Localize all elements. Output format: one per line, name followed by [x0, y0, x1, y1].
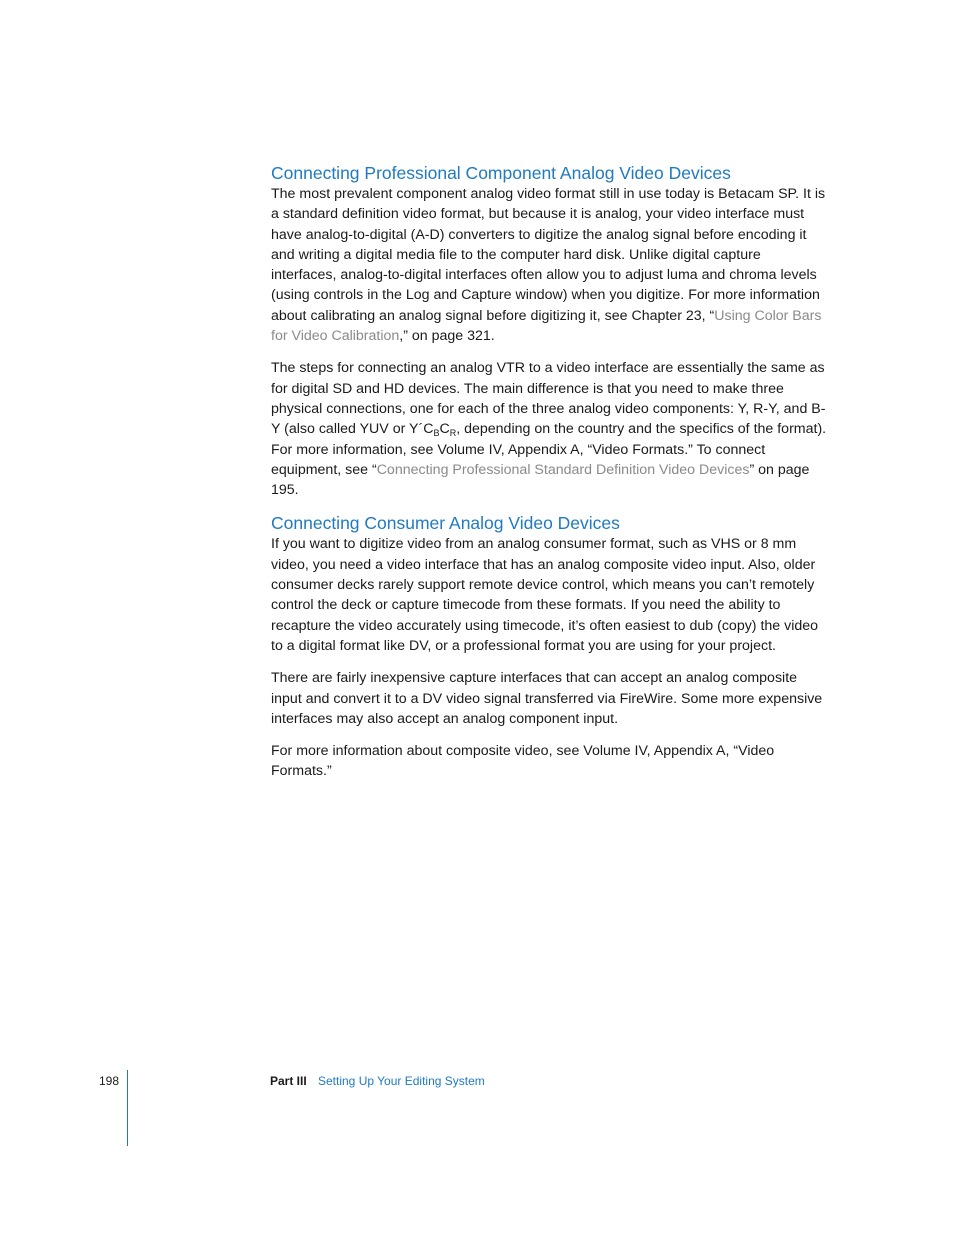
part-title: Setting Up Your Editing System — [318, 1074, 485, 1088]
paragraph-text: , depending on the country and the specifics of the format). For more information, see Volume IV, Appendix A, “Video Formats.” To connect equipment, see “ — [271, 421, 827, 478]
paragraph-text: C — [439, 421, 450, 438]
body-paragraph: There are fairly inexpensive capture interfaces that can accept an analog composite input and convert it to a DV video signal transferred via FireWire. Some more expensive interfaces may also accept an analog component input. — [271, 670, 823, 727]
paragraph-text: The most prevalent component analog video format still in use today is Betacam SP. It is a standard definition video format, but because it is analog, your video interface must have analog-to-digital (A-D) converters to digitize the analog signal before encoding it and writing a digital media file to the computer hard disk. Unlike digital capture interfaces, analog-to-digital interfaces often allow you to adjust luma and chroma levels (using controls in the Log and Capture window) when you digitize. For more information about calibrating an analog signal before digitizing it, see Chapter 23, “ — [271, 186, 826, 324]
page-content — [271, 162, 827, 782]
body-paragraph: For more information about composite video, see Volume IV, Appendix A, “Video Formats.” — [271, 743, 775, 780]
section-heading: Connecting Professional Component Analog Video Devices — [271, 163, 731, 183]
section-consumer-analog — [271, 512, 827, 781]
page-number: 198 — [99, 1074, 120, 1088]
paragraph-text: ” on page 195. — [271, 461, 810, 499]
page-footer — [0, 1072, 954, 1102]
subscript: R — [449, 428, 457, 439]
section-component-analog — [271, 162, 827, 500]
body-paragraph: If you want to digitize video from an analog consumer format, such as VHS or 8 mm video, you need a video interface that has an analog composite video input. Also, older consumer decks rarely support remote device control, which means you can’t remotely control the deck or capture timecode from these formats. If you need the ability to recapture the video accurately using timecode, it’s often easiest to dub (copy) the video to a digital format like DV, or a professional format you are using for your project. — [271, 536, 819, 654]
section-heading: Connecting Consumer Analog Video Devices — [271, 513, 620, 534]
cross-reference-link[interactable]: Using Color Bars for Video Calibration — [271, 307, 822, 345]
part-label: Part III — [270, 1074, 307, 1088]
body-paragraph — [271, 184, 827, 346]
cross-reference-link[interactable]: Connecting Professional Standard Definition Video Devices — [376, 461, 750, 478]
paragraph-text: ,” on page 321. — [399, 328, 495, 345]
footer-divider — [127, 1070, 128, 1146]
subscript: B — [433, 428, 440, 439]
paragraph-text: The steps for connecting an analog VTR to a video interface are essentially the same as for digital SD and HD devices. The main difference is that you need to make three physical connections, one for each of the three analog video components: Y, R-Y, and B-Y (also called YUV or Y´C — [271, 360, 826, 438]
body-paragraph — [271, 358, 827, 500]
